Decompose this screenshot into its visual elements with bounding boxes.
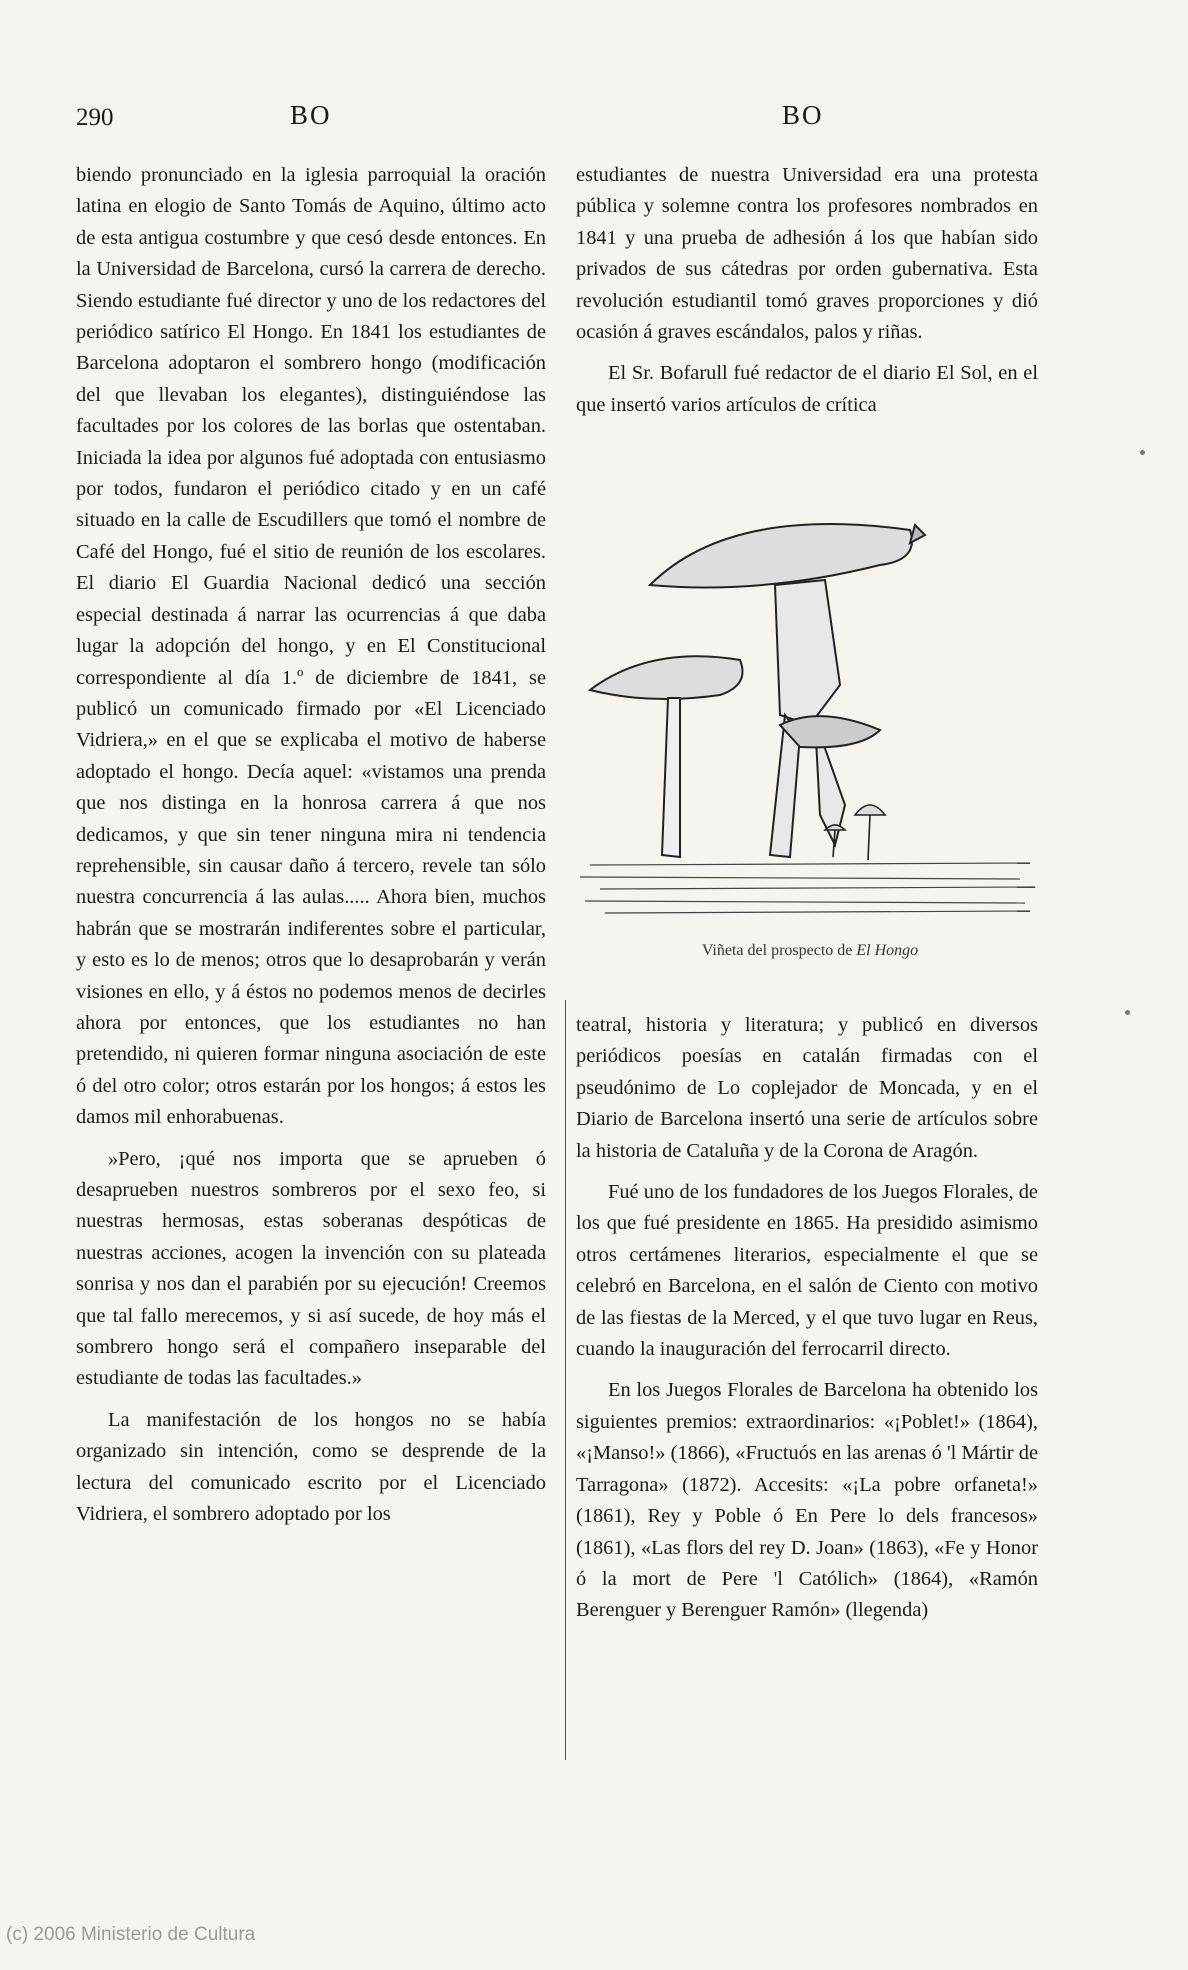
- right-column-bottom: [576, 1010, 1038, 1627]
- running-head-right: BO: [782, 100, 824, 130]
- paragraph: biendo pronunciado en la iglesia parroquial la oración latina en elogio de Santo Tomás de Aquino, último acto de esta antigua costumbre y que cesó desde entonces. En la Universidad de Barcelona, cursó la carrera de derecho. Siendo estudiante fué director y uno de los redactores del periódico satírico El Hongo. En 1841 los estudiantes de Barcelona adoptaron el sombrero hongo (modificación del que llevaban los elegantes), distinguiéndose las facultades por los colores de las borlas que ostentaban. Iniciada la idea por algunos fué adoptada con entusiasmo por todos, fundaron el periódico citado y en un café situado en la calle de Escudillers que tomó el nombre de Café del Hongo, fué el sitio de reunión de los escolares. El diario El Guardia Nacional dedicó una sección especial destinada á narrar las ocurrencias á que daba lugar la adopción del hongo, y en El Constitucional correspondiente al día 1.º de diciembre de 1841, se publicó un comunicado firmado por «El Licenciado Vidriera,» en el que se explicaba el motivo de haberse adoptado el hongo. Decía aquel: «vistamos una prenda que nos distinga en la honrosa carrera á que nos dedicamos, y que sin tener ninguna mira ni tendencia reprehensible, sin causar daño á tercero, revele tan sólo nuestra concurrencia á las aulas..... Ahora bien, muchos habrán que se mostrarán indiferentes sobre el particular, y esto es lo de menos; otros que lo desaprobarán y verán visiones en ello, y á éstos no podemos menos de decirles ahora por entonces, que los estudiantes no han pretendido, ni quieren formar ninguna asociación de este ó del otro color; otros estarán por los hongos; á estos les damos mil enhorabuenas.: [76, 164, 546, 1129]
- mushroom-vignette: [580, 485, 1040, 925]
- paragraph: estudiantes de nuestra Universidad era una protesta pública y solemne contra los profesores nombrados en 1841 y una prueba de adhesión á los que habían sido privados de sus cátedras por orden gubernativa. Esta revolución estudiantil tomó graves proporciones y dió ocasión á graves escándalos, palos y riñas.: [576, 164, 1038, 344]
- paragraph: teatral, historia y literatura; y publicó en diversos periódicos poesías en catalán firmadas con el pseudónimo de Lo coplejador de Moncada, y en el Diario de Barcelona insertó una serie de artículos sobre la historia de Cataluña y de la Corona de Aragón.: [576, 1014, 1038, 1162]
- column-rule: [565, 1000, 566, 1760]
- left-column: [76, 160, 546, 1530]
- caption-title: El Hongo: [856, 942, 919, 959]
- paragraph: El Sr. Bofarull fué redactor de el diario El Sol, en el que insertó varios artículos de crítica: [576, 362, 1038, 416]
- paragraph: »Pero, ¡qué nos importa que se aprueben ó desaprueben nuestros sombreros por el sexo feo, si nuestras hermosas, estas soberanas despóticas de nuestras acciones, acogen la invención con su plateada sonrisa y nos dan el parabién por su ejecución! Creemos que tal fallo merecemos, y si así sucede, de hoy más el sombrero hongo será el compañero inseparable del estudiante de todas las facultades.»: [76, 1147, 546, 1390]
- copyright-notice: (c) 2006 Ministerio de Cultura: [6, 1924, 256, 1945]
- page-number: 290: [76, 104, 114, 131]
- margin-speck: [1140, 450, 1145, 455]
- paragraph: Fué uno de los fundadores de los Juegos Florales, de los que fué presidente en 1865. Ha presidido asimismo otros certámenes literarios, especialmente el que se celebró en Barcelona, en el salón de Ciento con motivo de las fiestas de la Merced, y el que tuvo lugar en Reus, cuando la inauguración del ferrocarril directo.: [576, 1181, 1038, 1361]
- margin-speck: [1125, 1010, 1130, 1015]
- figure-caption: [580, 942, 1040, 960]
- paragraph: La manifestación de los hongos no se había organizado sin intención, como se desprende de la lectura del comunicado escrito por el Licenciado Vidriera, el sombrero adoptado por los: [76, 1408, 546, 1526]
- right-column-top: [576, 160, 1038, 421]
- paragraph: En los Juegos Florales de Barcelona ha obtenido los siguientes premios: extraordinarios: «¡Poblet!» (1864), «¡Manso!» (1866), «Fructuós en las arenas ó 'l Mártir de Tarragona» (1872). Accesits: «¡La pobre orfaneta!» (1861), Rey y Poble ó En Pere lo dels francesos» (1861), «Las flors del rey D. Joan» (1863), «Fe y Honor ó la mort de Pere 'l Católich» (1864), «Ramón Berenguer y Berenguer Ramón» (llegenda): [576, 1379, 1038, 1622]
- caption-text: Viñeta del prospecto de: [701, 942, 853, 959]
- small-mushroom: [590, 656, 743, 857]
- large-mushroom-hat: [650, 524, 925, 587]
- ground-hatching: [580, 863, 1035, 913]
- running-head-left: BO: [290, 100, 332, 130]
